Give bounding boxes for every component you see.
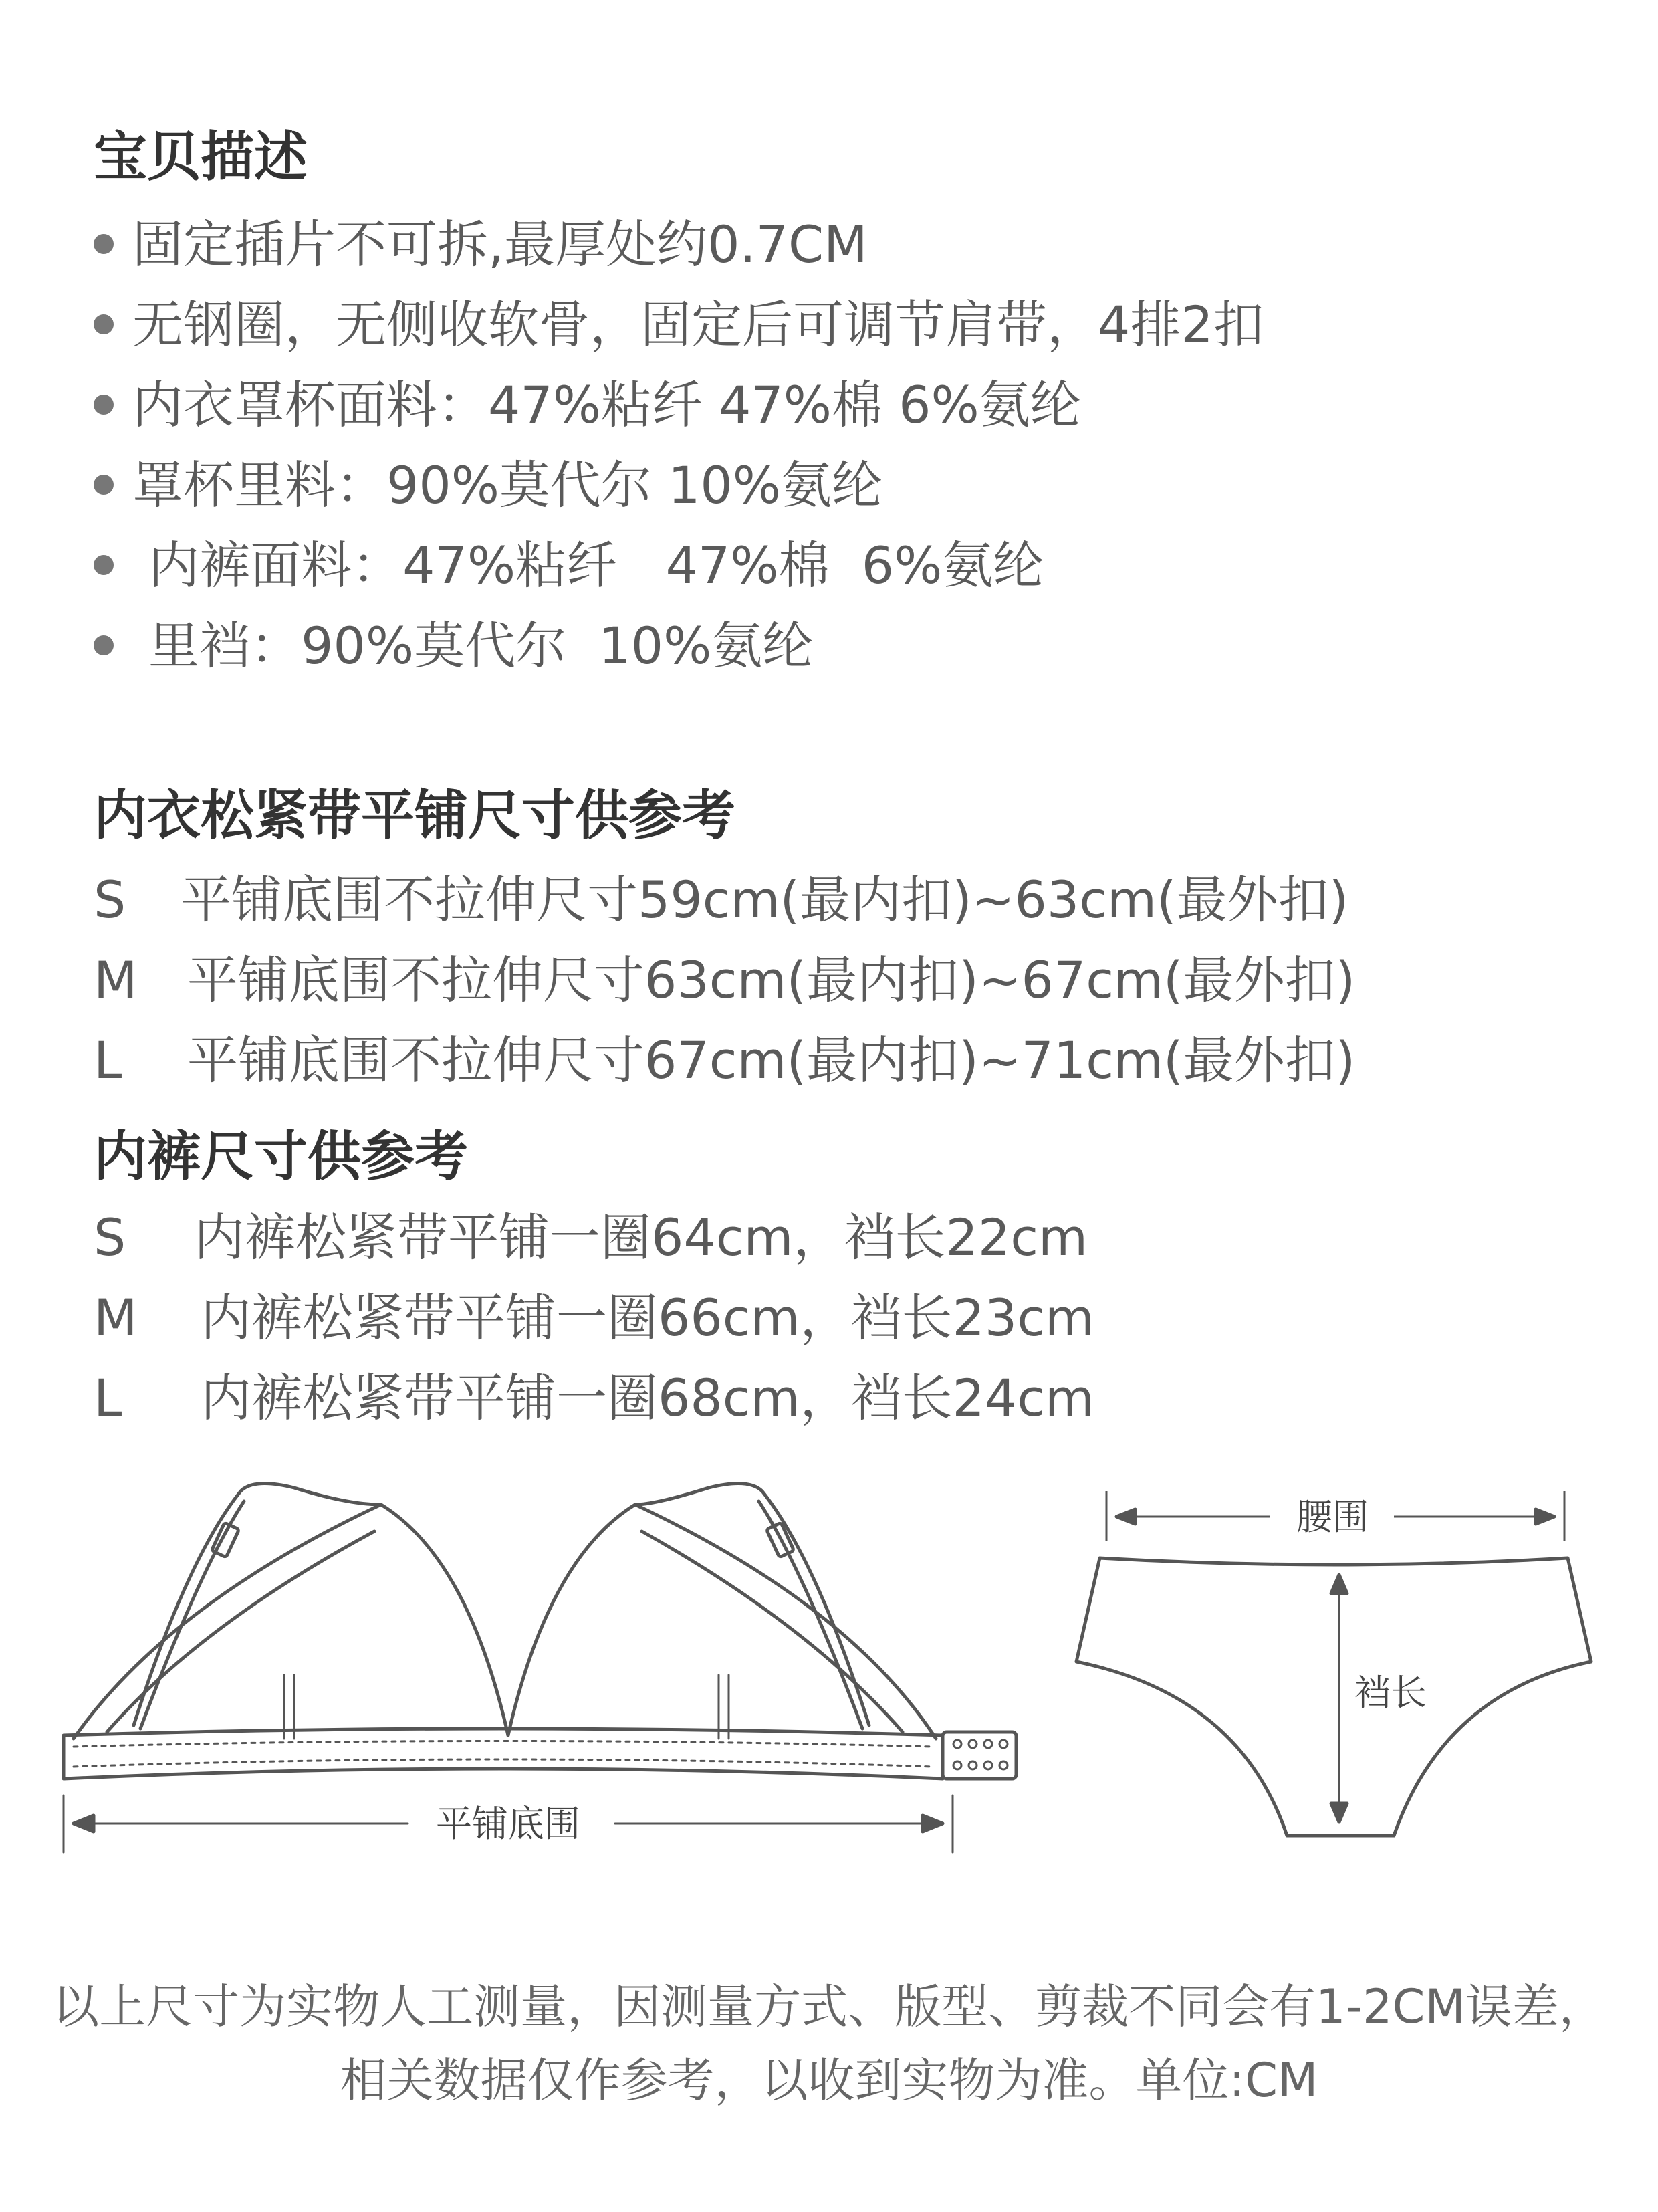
arrow-left-icon <box>1116 1509 1135 1524</box>
brief-diagram <box>1076 1491 1591 1836</box>
size-text: 平铺底围不拉伸尺寸63cm(最内扣)~67cm(最外扣) <box>187 950 1356 1010</box>
waist-label: 腰围 <box>1296 1496 1369 1538</box>
size-text: 平铺底围不拉伸尺寸67cm(最内扣)~71cm(最外扣) <box>187 1030 1356 1090</box>
description-item-text: 固定插片不可拆,最厚处约0.7CM <box>132 215 868 274</box>
arrow-down-icon <box>1331 1803 1347 1822</box>
description-item-text: 内裤面料：47%粘纤 47%棉 6%氨纶 <box>132 536 1044 595</box>
bra-band <box>64 1729 943 1779</box>
description-item-text: 里裆：90%莫代尔 10%氨纶 <box>132 616 814 675</box>
bra-measure-label: 平铺底围 <box>436 1803 580 1845</box>
size-text: 内裤松紧带平铺一圈66cm，裆长23cm <box>201 1288 1095 1347</box>
footer-note-line1: 以上尺寸为实物人工测量，因测量方式、版型、剪裁不同会有1-2CM误差， <box>52 1979 1606 2034</box>
bra-left-strap <box>134 1484 381 1725</box>
bra-left-strap-outer <box>140 1501 244 1729</box>
size-code: S <box>94 1208 126 1267</box>
bra-diagram <box>64 1484 1016 1852</box>
bra-left-cup-inner <box>107 1531 374 1732</box>
size-code: M <box>94 950 138 1010</box>
arrow-left-icon <box>74 1815 94 1832</box>
bra-right-strap <box>635 1484 869 1725</box>
size-text: 内裤松紧带平铺一圈64cm，裆长22cm <box>194 1208 1088 1267</box>
bra-right-cup <box>508 1505 936 1739</box>
brief-sizes-title: 内裤尺寸供参考 <box>94 1125 468 1188</box>
footer-note-line2: 相关数据仅作参考，以收到实物为准。单位:CM <box>340 2053 1318 2108</box>
bra-sizes-title: 内衣松紧带平铺尺寸供参考 <box>94 784 735 847</box>
bra-right-cup-inner <box>642 1531 903 1732</box>
arrow-right-icon <box>923 1815 943 1832</box>
size-code: M <box>94 1288 138 1347</box>
crotch-label: 裆长 <box>1354 1672 1427 1714</box>
size-code: S <box>94 870 126 929</box>
bra-band-stitch <box>74 1759 933 1767</box>
size-code: L <box>94 1368 122 1428</box>
size-text: 内裤松紧带平铺一圈68cm，裆长24cm <box>201 1368 1095 1428</box>
description-item-text: 无钢圈，无侧收软骨，固定后可调节肩带，4排2扣 <box>132 295 1264 354</box>
brief-outline <box>1076 1558 1591 1836</box>
bra-band-stitch <box>74 1741 933 1747</box>
description-item-text: 罩杯里料：90%莫代尔 10%氨纶 <box>132 455 883 515</box>
hook-eye-dots <box>953 1740 1008 1769</box>
description-item-text: 内衣罩杯面料：47%粘纤 47%棉 6%氨纶 <box>132 375 1081 435</box>
size-code: L <box>94 1030 122 1090</box>
arrow-right-icon <box>1536 1509 1554 1524</box>
arrow-up-icon <box>1331 1575 1347 1593</box>
bra-left-cup <box>74 1505 508 1739</box>
description-title: 宝贝描述 <box>94 126 308 188</box>
hook-eye-closure <box>943 1732 1016 1779</box>
size-text: 平铺底围不拉伸尺寸59cm(最内扣)~63cm(最外扣) <box>181 870 1349 929</box>
